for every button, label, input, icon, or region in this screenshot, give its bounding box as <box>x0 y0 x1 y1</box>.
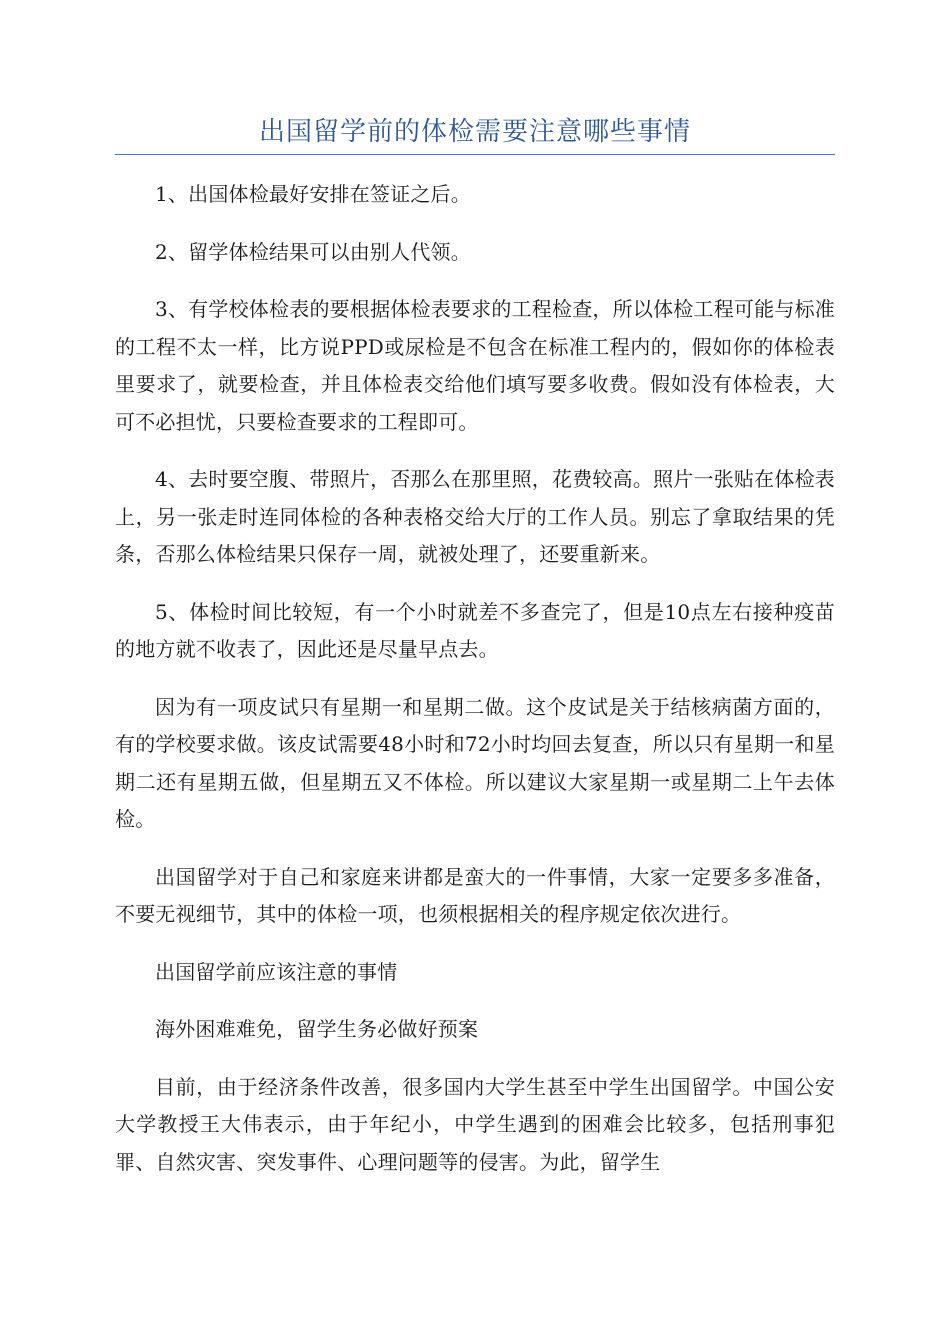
paragraph-8: 出国留学前应该注意的事情 <box>155 959 398 984</box>
paragraph-7: 出国留学对于自己和家庭来讲都是蛮大的一件事情，大家一定要多多准备，不要无视细节，其中的体检一项，也须根据相关的程序规定依次进行。 <box>115 864 835 926</box>
paragraph-9: 海外困难难免，留学生务必做好预案 <box>155 1017 479 1041</box>
paragraph-1: 1、出国体检最好安排在签证之后。 <box>155 182 471 206</box>
paragraph-4: 4、去时要空腹、带照片，否那么在那里照，花费较高。照片一张贴在体检表上，另一张走时连同体检的各种表格交给大厅的工作人员。别忘了拿取结果的凭条，否那么体检结果只保存一周，就被处理了，还要重新来。 <box>115 467 835 566</box>
title-underline <box>115 154 835 155</box>
document-body <box>115 176 835 1201</box>
paragraph-3: 3、有学校体检表的要根据体检表要求的工程检查，所以体检工程可能与标准的工程不太一样，比方说PPD或尿检是不包含在标准工程内的，假如你的体检表里要求了，就要检查，并且体检表交给他们填写要多收费。假如没有体检表，大可不必担忧，只要检查要求的工程即可。 <box>115 297 835 434</box>
document-title: 出国留学前的体检需要注意哪些事情 <box>258 117 691 147</box>
paragraph-5: 5、体检时间比较短，有一个小时就差不多查完了，但是10点左右接种疫苗的地方就不收表了，因此还是尽量早点去。 <box>115 599 835 661</box>
paragraph-2: 2、留学体检结果可以由别人代领。 <box>155 239 471 264</box>
paragraph-10: 目前，由于经济条件改善，很多国内大学生甚至中学生出国留学。中国公安大学教授王大伟表示，由于年纪小，中学生遇到的困难会比较多，包括刑事犯罪、自然灾害、突发事件、心理问题等的侵害。为此，留学生 <box>115 1074 835 1174</box>
paragraph-6: 因为有一项皮试只有星期一和星期二做。这个皮试是关于结核病菌方面的，有的学校要求做。该皮试需要48小时和72小时均回去复查，所以只有星期一和星期二还有星期五做，但星期五又不体检。所以建议大家星期一或星期二上午去体检。 <box>115 694 835 831</box>
